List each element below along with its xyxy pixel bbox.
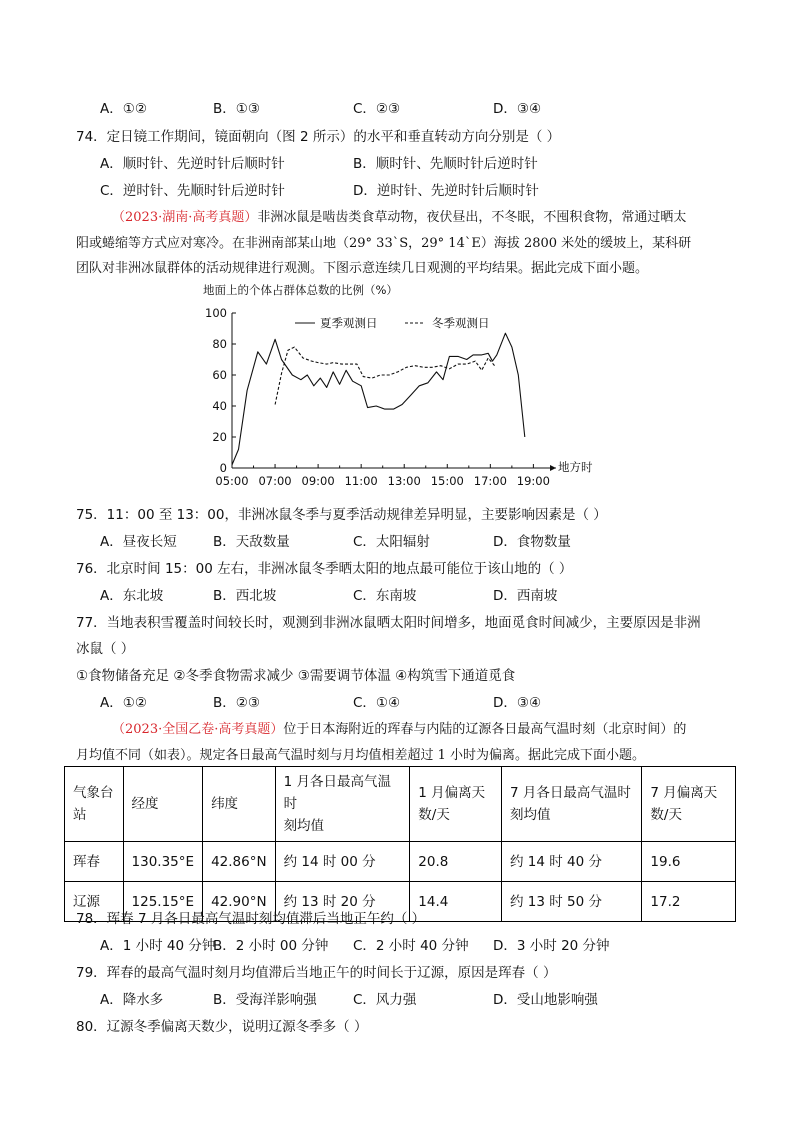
q75-option-a: A．昼夜长短 xyxy=(100,534,177,550)
q73-option-a: A．①② xyxy=(100,101,147,117)
passage2-first-line xyxy=(112,718,686,737)
q76-option-a: A．东北坡 xyxy=(100,588,164,604)
y-tick-label: 0 xyxy=(219,461,227,475)
q79-option-d: D．受山地影响强 xyxy=(493,992,598,1008)
header-station: 气象台 站 xyxy=(65,767,124,842)
passage2-line1: 位于日本海附近的珲春与内陆的辽源各日最高气温时刻（北京时间）的 xyxy=(283,722,687,737)
x-tick-label: 17:00 xyxy=(473,474,507,488)
q76-option-d: D．西南坡 xyxy=(493,588,558,604)
q77-stem-line2: 冰鼠（ ） xyxy=(76,641,135,657)
table-cell: 42.90°N xyxy=(203,882,276,922)
chart-xlabel: 地方时 xyxy=(558,460,593,474)
q76-option-c: C．东南坡 xyxy=(353,588,417,604)
x-tick-label: 11:00 xyxy=(344,474,378,488)
table-cell: 约 13 时 50 分 xyxy=(501,882,641,922)
table-cell: 130.35°E xyxy=(123,842,203,882)
table-cell: 约 14 时 40 分 xyxy=(501,842,641,882)
q79-option-b: B．受海洋影响强 xyxy=(213,992,317,1008)
table-cell: 珲春 xyxy=(65,842,124,882)
q74-option-c: C．逆时针、先顺时针后逆时针 xyxy=(100,183,285,199)
q74-option-b: B．顺时针、先顺时针后逆时针 xyxy=(353,156,538,172)
x-tick-label: 15:00 xyxy=(430,474,464,488)
header-jul-days: 7 月偏离天 数/天 xyxy=(642,767,736,842)
legend-summary: 夏季观测日 xyxy=(320,316,378,330)
y-tick-label: 40 xyxy=(212,399,227,413)
q73-option-d: D．③④ xyxy=(493,101,542,117)
q75-option-d: D．食物数量 xyxy=(493,534,571,550)
passage1-source: （2023·湖南·高考真题） xyxy=(112,210,258,225)
y-tick-label: 60 xyxy=(212,368,227,382)
legend-winter: 冬季观测日 xyxy=(432,316,490,330)
x-tick-label: 13:00 xyxy=(387,474,421,488)
table-cell: 约 14 时 00 分 xyxy=(275,842,410,882)
q78-stem: 78．珲春 7 月各日最高气温时刻均值滞后当地正午约（ ） xyxy=(76,911,426,927)
q77-option-a: A．①② xyxy=(100,695,147,711)
q79-option-c: C．风力强 xyxy=(353,992,417,1008)
y-tick-label: 100 xyxy=(205,306,227,320)
q78-option-d: D．3 小时 20 分钟 xyxy=(493,938,610,954)
q78-option-c: C．2 小时 40 分钟 xyxy=(353,938,469,954)
passage1-line3: 团队对非洲冰鼠群体的活动规律进行观测。下图示意连续几日观测的平均结果。据此完成下面小题。 xyxy=(76,261,649,276)
table-header-row xyxy=(65,767,736,842)
header-latitude: 纬度 xyxy=(203,767,276,842)
chart-ylabel: 地面上的个体占群体总数的比例（%） xyxy=(203,283,398,297)
passage1-line1: 非洲冰鼠是啮齿类食草动物，夜伏昼出，不冬眠，不囤积食物，常通过晒太 xyxy=(257,210,687,225)
q75-stem: 75．11：00 至 13：00，非洲冰鼠冬季与夏季活动规律差异明显，主要影响因素是（ ） xyxy=(76,507,607,523)
table-cell: 约 13 时 20 分 xyxy=(275,882,410,922)
table-cell: 20.8 xyxy=(410,842,502,882)
q73-option-b: B．①③ xyxy=(213,101,260,117)
q77-option-b: B．②③ xyxy=(213,695,260,711)
table-row xyxy=(65,842,736,882)
header-longitude: 经度 xyxy=(123,767,203,842)
q80-stem: 80．辽源冬季偏离天数少，说明辽源冬季多（ ） xyxy=(76,1019,368,1035)
q79-option-a: A．降水多 xyxy=(100,992,164,1008)
q77-option-c: C．①④ xyxy=(353,695,401,711)
q78-option-a: A．1 小时 40 分钟 xyxy=(100,938,216,954)
table-cell: 19.6 xyxy=(642,842,736,882)
table-cell: 42.86°N xyxy=(203,842,276,882)
activity-line-chart xyxy=(190,278,620,493)
q76-stem: 76．北京时间 15：00 左右，非洲冰鼠冬季晒太阳的地点最可能位于该山地的（ ） xyxy=(76,561,573,577)
table-cell: 辽源 xyxy=(65,882,124,922)
q77-stem-line1: 77．当地表积雪覆盖时间较长时，观测到非洲冰鼠晒太阳时间增多，地面觅食时间减少，主要原因是非洲 xyxy=(76,615,701,631)
x-tick-label: 05:00 xyxy=(215,474,249,488)
weather-station-table xyxy=(64,766,736,922)
chart-axes xyxy=(205,306,556,488)
passage1-line2: 阳或蜷缩等方式应对寒冷。在非洲南部某山地（29° 33`S，29° 14`E）海拔 2800 米处的缓坡上，某科研 xyxy=(76,236,692,251)
y-tick-label: 20 xyxy=(212,430,227,444)
x-tick-label: 19:00 xyxy=(516,474,550,488)
q73-option-c: C．②③ xyxy=(353,101,401,117)
passage2-source: （2023·全国乙卷·高考真题） xyxy=(112,722,284,737)
q77-option-d: D．③④ xyxy=(493,695,542,711)
table-cell: 17.2 xyxy=(642,882,736,922)
q74-option-a: A．顺时针、先逆时针后顺时针 xyxy=(100,156,285,172)
chart-lines xyxy=(232,333,525,465)
x-tick-label: 09:00 xyxy=(301,474,335,488)
table-cell: 125.15°E xyxy=(123,882,203,922)
q74-stem: 74．定日镜工作期间，镜面朝向（图 2 所示）的水平和垂直转动方向分别是（ ） xyxy=(76,129,561,145)
table-cell: 14.4 xyxy=(410,882,502,922)
header-jul-time: 7 月各日最高气温时 刻均值 xyxy=(501,767,641,842)
passage1-first-line xyxy=(112,206,686,225)
q75-option-c: C．太阳辐射 xyxy=(353,534,430,550)
header-jan-time: 1 月各日最高气温时 刻均值 xyxy=(275,767,410,842)
x-axis-arrow xyxy=(550,465,556,471)
passage2-line2: 月均值不同（如表）。规定各日最高气温时刻与月均值相差超过 1 小时为偏离。据此完成下面小题。 xyxy=(76,748,646,763)
x-tick-label: 07:00 xyxy=(258,474,292,488)
y-tick-label: 80 xyxy=(212,337,227,351)
header-jan-days: 1 月偏离天 数/天 xyxy=(410,767,502,842)
q78-option-b: B．2 小时 00 分钟 xyxy=(213,938,329,954)
q75-option-b: B．天敌数量 xyxy=(213,534,290,550)
q74-option-d: D．逆时针、先逆时针后顺时针 xyxy=(353,183,539,199)
q79-stem: 79．珲春的最高气温时刻月均值滞后当地正午的时间长于辽源，原因是珲春（ ） xyxy=(76,965,557,981)
q76-option-b: B．西北坡 xyxy=(213,588,277,604)
chart-legend xyxy=(295,316,490,330)
q77-items: ①食物储备充足 ②冬季食物需求减少 ③需要调节体温 ④构筑雪下通道觅食 xyxy=(76,668,516,684)
